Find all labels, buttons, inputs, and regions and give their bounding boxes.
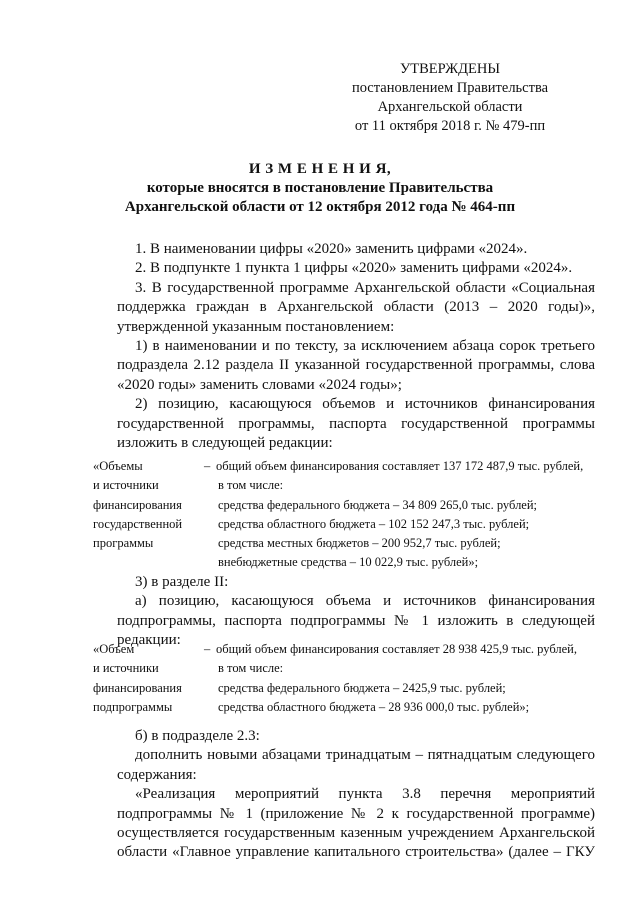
table-dash: – <box>204 642 211 656</box>
approval-stamp <box>340 60 560 136</box>
value-line: средства областного бюджета – 28 936 000,0 тыс. рублей»; <box>218 699 530 714</box>
label-line: и источники <box>93 661 159 676</box>
value-line: общий объем финансирования составляет 137 172 487,9 тыс. рублей, <box>216 459 584 473</box>
paragraph: 1) в наименовании и по тексту, за исключением абзаца сорок третьего подраздела 2.12 раздела II указанной государственной программы, слова «2020 годы» заменить словами «2024 годы»; <box>117 338 595 393</box>
financing-table-subprogram <box>93 640 603 720</box>
value-line: в том числе: <box>218 661 284 676</box>
value-line: средства местных бюджетов – 200 952,7 тыс. рублей; <box>218 536 501 551</box>
value-line: внебюджетные средства – 10 022,9 тыс. рублей»; <box>218 555 479 570</box>
table-values <box>216 640 606 717</box>
table-dash: – <box>204 459 211 473</box>
title-main: И З М Е Н Е Н И Я, <box>248 161 392 177</box>
table-values <box>216 457 606 573</box>
title-subtitle: которые вносятся в постановление Правительства <box>146 180 494 196</box>
paragraph: 2) позицию, касающуюся объемов и источников финансирования государственной программы, паспорта государственной программы изложить в следующей редакции: <box>117 396 595 452</box>
label-line: финансирования <box>93 680 182 695</box>
value-line: в том числе: <box>218 478 284 493</box>
value-line: средства федерального бюджета – 2425,9 тыс. рублей; <box>218 680 506 695</box>
paragraph: 2. В подпункте 1 пункта 1 цифры «2020» заменить цифрами «2024». <box>135 260 573 277</box>
label-line: и источники <box>93 478 159 493</box>
label-line: государственной <box>93 516 183 531</box>
financing-table-program <box>93 457 603 577</box>
paragraph: 1. В наименовании цифры «2020» заменить цифрами «2024». <box>135 241 528 257</box>
value-line: средства областного бюджета – 102 152 247,3 тыс. рублей; <box>218 516 530 531</box>
value-line: средства федерального бюджета – 34 809 265,0 тыс. рублей; <box>218 497 538 512</box>
label-line: финансирования <box>93 497 182 512</box>
value-line: общий объем финансирования составляет 28 938 425,9 тыс. рублей, <box>216 642 577 656</box>
body-block-1 <box>117 240 595 453</box>
paragraph: дополнить новыми абзацами тринадцатым – пятнадцатым следующего содержания: <box>117 747 595 783</box>
table-label <box>93 640 203 717</box>
body-block-2 <box>117 573 595 651</box>
body-block-3 <box>117 727 595 863</box>
approval-line: постановлением Правительства <box>351 80 549 96</box>
paragraph: а) позицию, касающуюся объема и источников финансирования подпрограммы, паспорта подпрограммы № 1 изложить в следующей редакции: <box>117 593 595 649</box>
paragraph: 3) в разделе II: <box>135 574 229 590</box>
title-subtitle: Архангельской области от 12 октября 2012 года № 464-пп <box>124 199 516 215</box>
document-title <box>0 160 640 217</box>
approval-line: Архангельской области <box>377 99 523 115</box>
paragraph: 3. В государственной программе Архангельской области «Социальная поддержка граждан в Архангельской области (2013 – 2020 годы)», утвержденной указанным постановлением: <box>117 279 595 335</box>
label-line: программы <box>93 536 154 551</box>
label-line: подпрограммы <box>93 699 173 714</box>
paragraph: «Реализация мероприятий пункта 3.8 перечня мероприятий подпрограммы № 1 (приложение № 2 к государственной программе) осуществляется государственным казенным учреждением Архангельской области «Главное управление капитального строительства» (далее – ГКУ <box>117 786 595 861</box>
label-line: «Объем <box>93 642 135 656</box>
label-line: «Объемы <box>93 459 143 473</box>
approval-heading: УТВЕРЖДЕНЫ <box>399 61 501 77</box>
table-label <box>93 457 203 553</box>
paragraph: б) в подразделе 2.3: <box>135 728 260 744</box>
approval-line: от 11 октября 2018 г. № 479-пп <box>354 118 546 134</box>
